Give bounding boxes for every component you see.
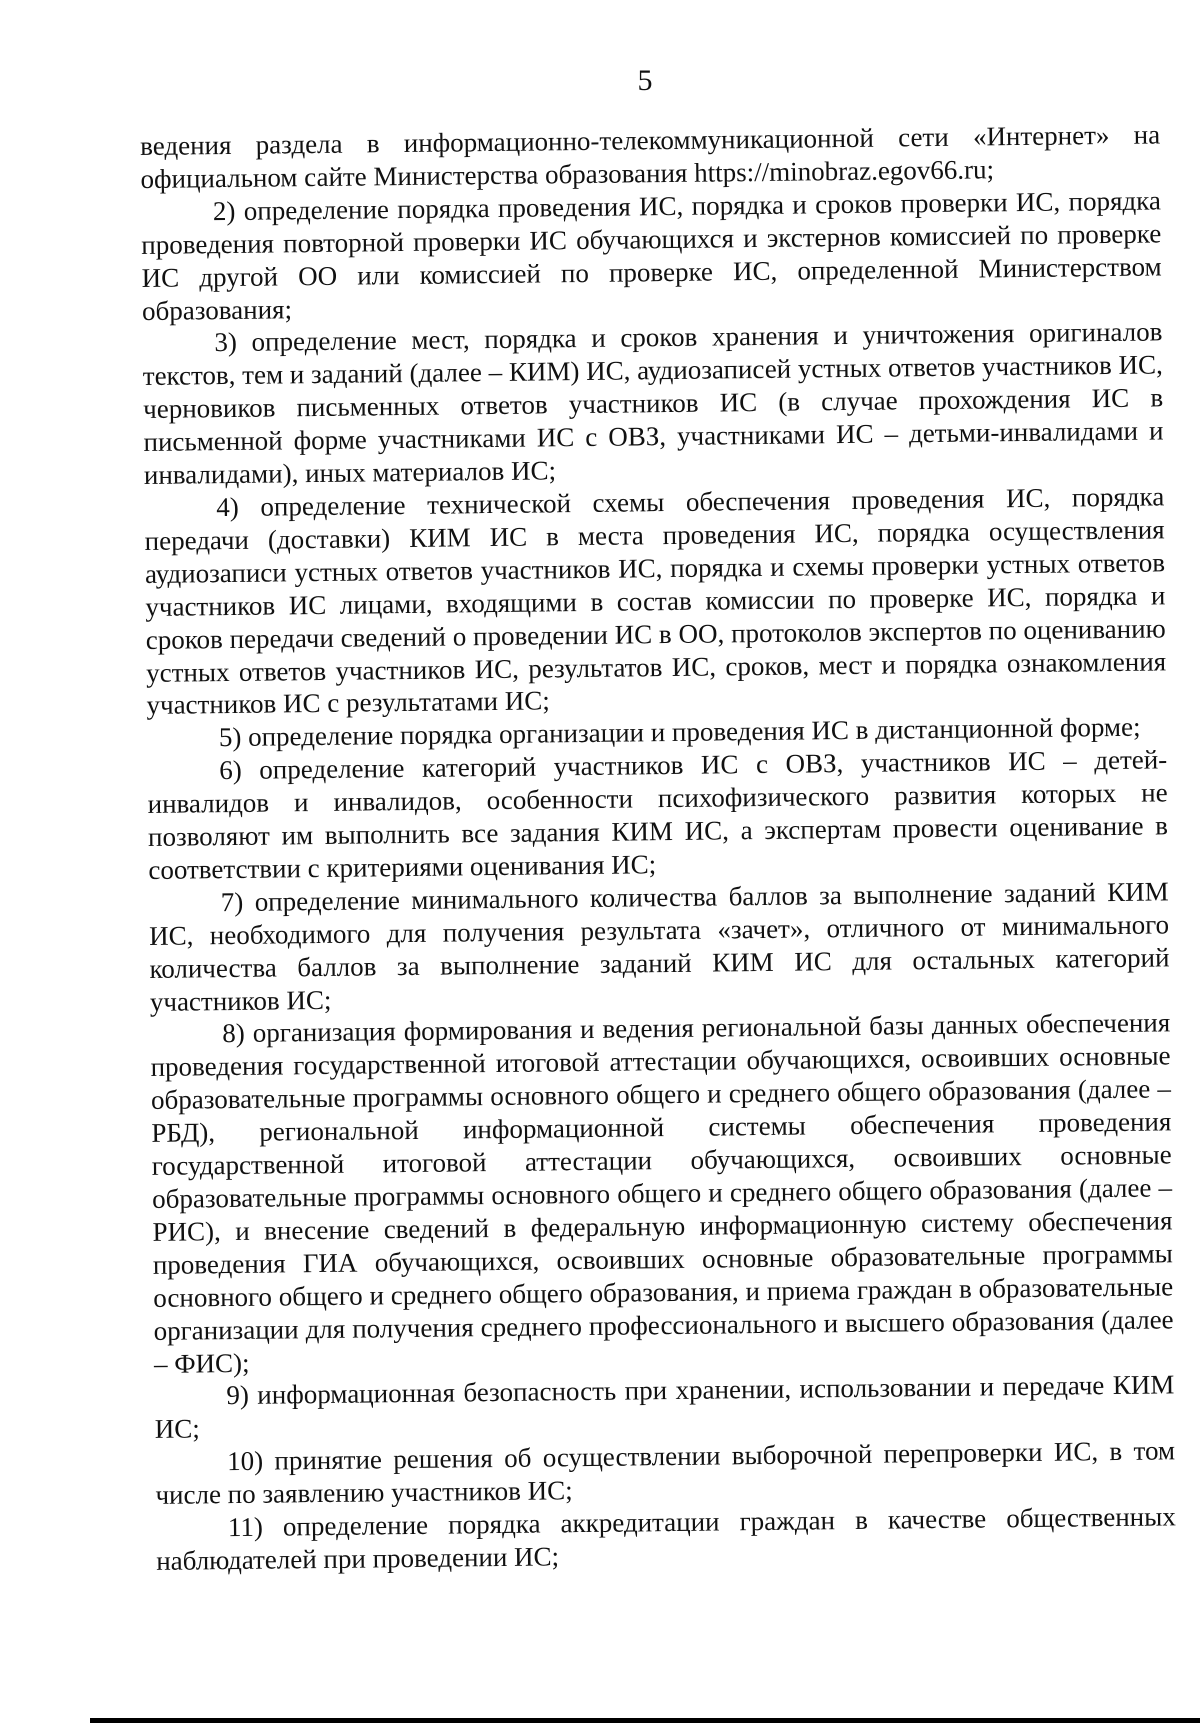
paragraph-continuation: ведения раздела в информационно-телекоммуникационной сети «Интернет» на официальном сайте Министерства образования https://minobraz.egov66.ru; xyxy=(140,119,1161,194)
paragraph-item-2: 2) определение порядка проведения ИС, порядка и сроков проверки ИС, порядка проведения повторной проверки ИС обучающихся и экстернов комиссией по проверке ИС другой ОО или комиссией по проверке ИС, определенной Министерством образования; xyxy=(141,185,1162,326)
paragraph-item-3: 3) определение мест, порядка и сроков хранения и уничтожения оригиналов текстов, тем и заданий (далее – КИМ) ИС, аудиозаписей устных ответов участников ИС, черновиков письменных ответов участников ИС (в случае прохождения ИС в письменной форме участниками ИС с ОВЗ, участниками ИС – детьми-инвалидами и инвалидами), иных материалов ИС; xyxy=(142,316,1164,491)
scan-edge-shadow xyxy=(90,1718,1200,1723)
paragraph-item-10: 10) принятие решения об осуществлении выборочной перепроверки ИС, в том числе по заявлению участников ИС; xyxy=(155,1435,1176,1511)
page-number: 5 xyxy=(637,64,653,97)
paragraph-item-8: 8) организация формирования и ведения региональной базы данных обеспечения проведения государственной итоговой аттестации обучающихся, освоивших основные образовательные программы основного общего и среднего общего образования (далее – РБД), региональной информационной системы обеспечения проведения государственной итоговой аттестации обучающихся, освоивших основные образовательные программы основного общего и среднего общего образования (далее – РИС), и внесение сведений в федеральную информационную систему обеспечения проведения ГИА обучающихся, освоивших основные образовательные программы основного общего и среднего общего образования, и приема граждан в образовательные организации для получения среднего профессионального и высшего образования (далее – ФИС); xyxy=(150,1007,1174,1379)
paragraph-item-4: 4) определение технической схемы обеспечения проведения ИС, порядка передачи (доставки) КИМ ИС в места проведения ИС, порядка осуществления аудиозаписи устных ответов участников ИС, порядка и схемы проверки устных ответов участников ИС лицами, входящими в состав комиссии по проверке ИС, порядка и сроков передачи сведений о проведении ИС в ОО, протоколов экспертов по оцениванию устных ответов участников ИС, результатов ИС, сроков, мест и порядка ознакомления участников ИС с результатами ИС; xyxy=(144,481,1167,721)
paragraph-item-5: 5) определение порядка организации и проведения ИС в дистанционной форме; xyxy=(218,712,1141,753)
paragraph-item-11: 11) определение порядка аккредитации граждан в качестве общественных наблюдателей при проведении ИС; xyxy=(156,1501,1176,1576)
document-body xyxy=(140,118,1176,1577)
paragraph-item-6: 6) определение категорий участников ИС с ОВЗ, участников ИС – детей-инвалидов и инвалидов, особенности психофизического развития которых не позволяют им выполнить все задания КИМ ИС, а экспертам провести оценивание в соответствии с критериями оценивания ИС; xyxy=(147,744,1169,885)
paragraph-item-9: 9) информационная безопасность при хранении, использовании и передаче КИМ ИС; xyxy=(154,1369,1175,1445)
paragraph-item-7: 7) определение минимального количества баллов за выполнение заданий КИМ ИС, необходимого для получения результата «зачет», отличного от минимального количества баллов за выполнение заданий КИМ ИС для остальных категорий участников ИС; xyxy=(148,876,1170,1017)
